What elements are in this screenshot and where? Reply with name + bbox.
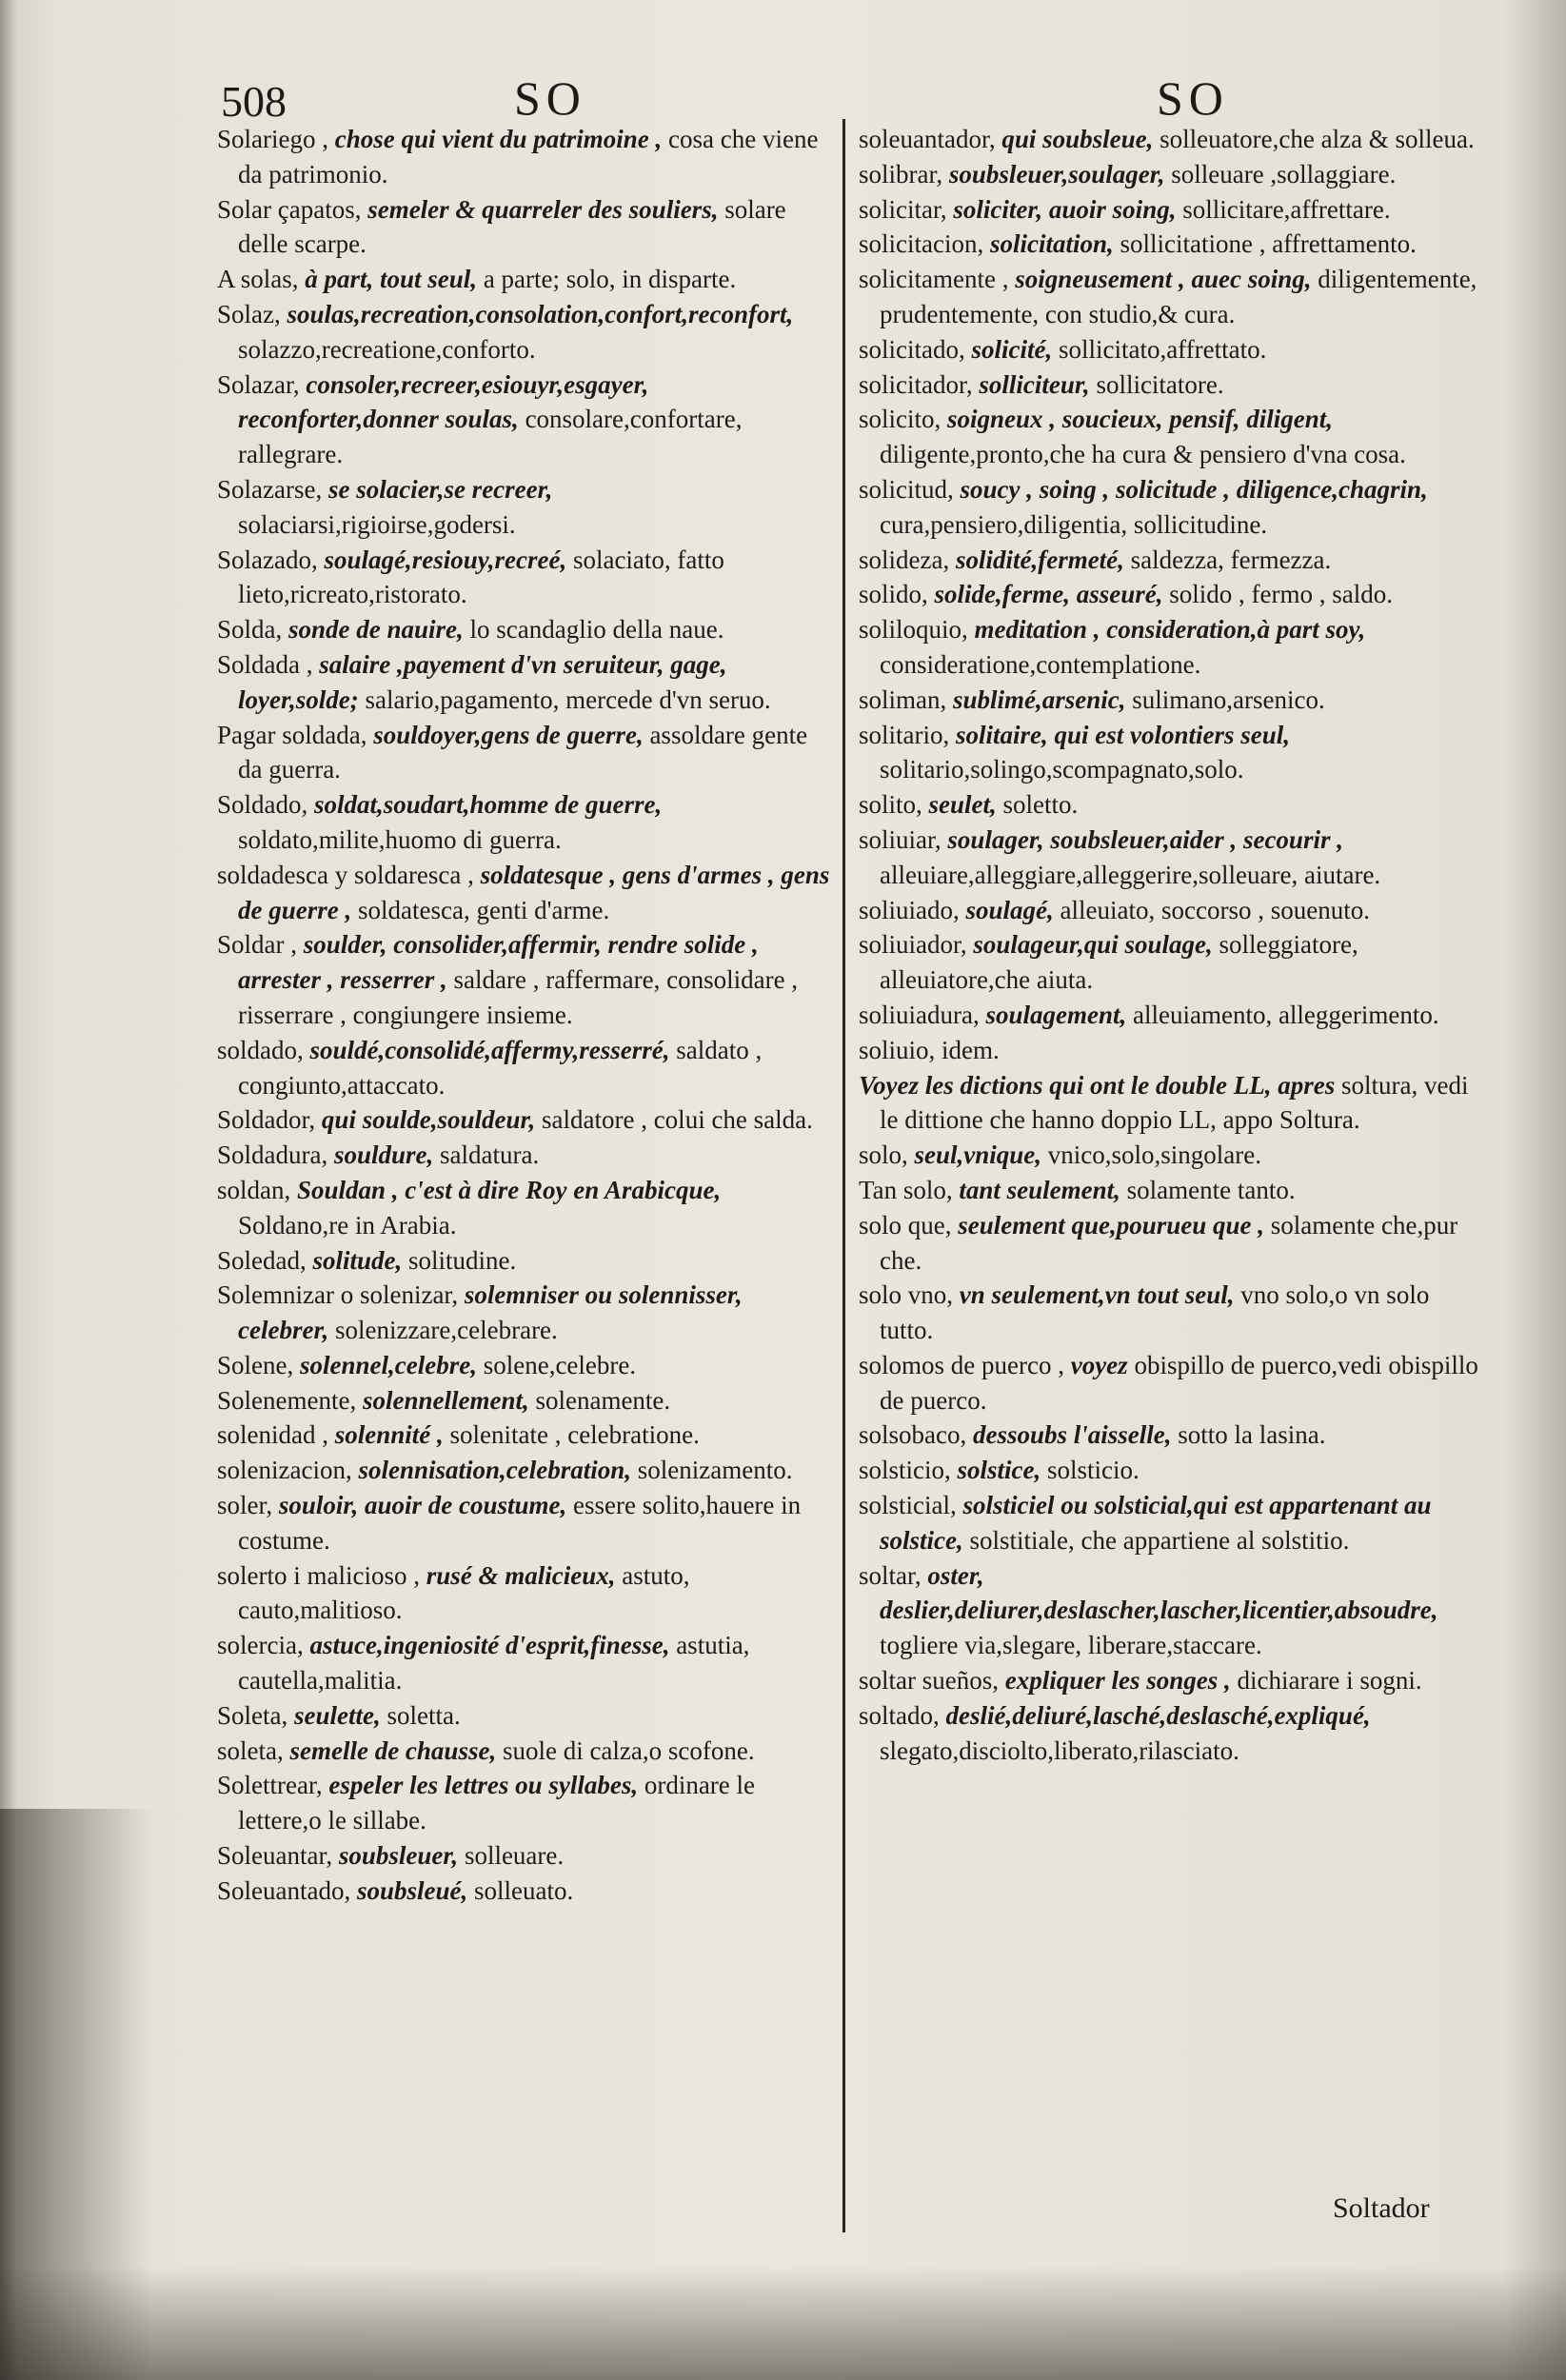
french-gloss: Voyez les dictions qui ont le double LL, apres xyxy=(859,1070,1336,1100)
italian-gloss: consideratione,contemplatione. xyxy=(880,649,1201,679)
italian-gloss: soltura, vedi le dittione che hanno doppio LL, appo Soltura. xyxy=(880,1070,1469,1135)
french-gloss: seulement que,pourueu que , xyxy=(958,1210,1265,1240)
italian-gloss: togliere via,slegare, liberare,staccare. xyxy=(880,1631,1262,1660)
french-gloss: soldat,soudart,homme de guerre, xyxy=(314,790,663,820)
headword: Solemnizar o solenizar, xyxy=(217,1280,459,1310)
italian-gloss: cura,pensiero,diligentia, sollicitudine. xyxy=(880,509,1268,539)
french-gloss: salaire ,payement d'vn seruiteur, gage, loyer,solde; xyxy=(238,649,727,714)
dictionary-entry xyxy=(859,1488,1487,1558)
headword: Solariego , xyxy=(217,125,328,153)
french-gloss: soldatesque , gens d'armes , gens de guerre , xyxy=(238,860,830,924)
italian-gloss: vno solo,o vn solo tutto. xyxy=(880,1280,1430,1345)
dictionary-entry xyxy=(859,1138,1487,1173)
french-gloss: consoler,recreer,esiouyr,esgayer, reconforter,donner soulas, xyxy=(238,369,649,434)
headword: solenizacion, xyxy=(217,1456,352,1485)
italian-gloss: slegato,disciolto,liberato,rilasciato. xyxy=(880,1735,1239,1765)
french-gloss: soubsleué, xyxy=(356,1875,468,1905)
dictionary-entry xyxy=(859,1453,1487,1488)
dictionary-entry xyxy=(217,1102,836,1138)
dictionary-entry xyxy=(217,1278,836,1348)
headword: solerto i malicioso , xyxy=(217,1560,420,1590)
french-gloss: souldure, xyxy=(333,1140,434,1170)
french-gloss: solstice, xyxy=(957,1456,1041,1485)
italian-gloss: alleuiare,alleggiare,alleggerire,solleuare, aiutare. xyxy=(880,860,1381,889)
headword: Tan solo, xyxy=(859,1175,953,1204)
french-gloss: oster, deslier,deliurer,deslascher,lascher,licentier,absoudre, xyxy=(880,1560,1438,1625)
dictionary-entry xyxy=(217,367,836,472)
headword: Soleta, xyxy=(217,1700,288,1730)
italian-gloss: saldare , raffermare, consolidare , risserrare , congiungere insieme. xyxy=(238,965,799,1029)
french-gloss: solicitation, xyxy=(989,229,1114,259)
french-gloss: soubsleuer, xyxy=(338,1841,459,1871)
headword: soliloquio, xyxy=(859,615,968,645)
headword: soliman, xyxy=(859,684,947,714)
headword: solicitar, xyxy=(859,194,947,224)
french-gloss: soulagement, xyxy=(985,1000,1127,1029)
italian-gloss: solaciato, fatto lieto,ricreato,ristorato. xyxy=(238,545,724,609)
dictionary-entry xyxy=(217,1383,836,1418)
headword: solercia, xyxy=(217,1631,304,1660)
french-gloss: qui soulde,souldeur, xyxy=(321,1105,536,1135)
french-gloss: soliciter, auoir soing, xyxy=(953,194,1177,224)
dictionary-entry xyxy=(859,1418,1487,1453)
dictionary-entry xyxy=(859,787,1487,823)
headword: Soleuantar, xyxy=(217,1841,333,1871)
left-column xyxy=(217,122,836,1909)
left-running-head: SO xyxy=(514,71,586,125)
dictionary-entry xyxy=(217,543,836,613)
dictionary-entry xyxy=(859,683,1487,718)
dictionary-entry xyxy=(217,472,836,543)
headword: soliuio, xyxy=(859,1035,936,1064)
french-gloss: soulas,recreation,consolation,confort,reconfort, xyxy=(287,299,794,328)
italian-gloss: obispillo de puerco,vedi obispillo de puerco. xyxy=(880,1350,1478,1415)
headword: soltar sueños, xyxy=(859,1666,999,1696)
right-column xyxy=(859,122,1487,1768)
french-gloss: soulageur,qui soulage, xyxy=(973,930,1213,960)
dictionary-entry xyxy=(859,262,1487,332)
headword: solitario, xyxy=(859,720,950,749)
french-gloss: seulet, xyxy=(928,790,997,820)
headword: Solar çapatos, xyxy=(217,194,362,224)
italian-gloss: astuto, cauto,malitioso. xyxy=(238,1560,690,1625)
headword: A solas, xyxy=(217,265,299,294)
italian-gloss: solitario,solingo,scompagnato,solo. xyxy=(880,755,1244,784)
dictionary-entry xyxy=(217,927,836,1032)
french-gloss: soulagé,resiouy,recreé, xyxy=(324,545,567,574)
italian-gloss: solene,celebre. xyxy=(483,1350,637,1379)
headword: Solda, xyxy=(217,615,283,645)
french-gloss: solidité,fermeté, xyxy=(955,545,1124,574)
headword: soler, xyxy=(217,1491,273,1520)
italian-gloss: solaciarsi,rigioirse,godersi. xyxy=(238,509,516,539)
italian-gloss: idem. xyxy=(942,1035,1000,1064)
page-number: 508 xyxy=(221,77,287,126)
italian-gloss: solazzo,recreatione,conforto. xyxy=(238,334,536,364)
dictionary-entry xyxy=(859,577,1487,612)
dictionary-entry xyxy=(217,647,836,718)
dictionary-entry xyxy=(217,1138,836,1173)
dictionary-entry xyxy=(859,823,1487,893)
french-gloss: meditation , consideration,à part soy, xyxy=(974,615,1366,645)
headword: soltar, xyxy=(859,1560,922,1590)
french-gloss: solennisation,celebration, xyxy=(358,1456,631,1485)
italian-gloss: salario,pagamento, mercede d'vn seruo. xyxy=(365,684,771,714)
headword: solicitud, xyxy=(859,474,954,504)
dictionary-entry xyxy=(859,1068,1487,1139)
italian-gloss: solleggiatore, alleuiatore,che aiuta. xyxy=(880,930,1358,995)
dictionary-entry xyxy=(217,1243,836,1279)
italian-gloss: solitudine. xyxy=(408,1245,517,1275)
italian-gloss: diligentemente, prudentemente, con studio,& cura. xyxy=(880,265,1477,328)
dictionary-entry xyxy=(217,718,836,788)
dictionary-entry xyxy=(859,893,1487,928)
italian-gloss: sollicitatore. xyxy=(1096,369,1224,399)
dictionary-entry xyxy=(859,157,1487,192)
dictionary-entry xyxy=(859,612,1487,683)
french-gloss: soulager, soubsleuer,aider , secourir , xyxy=(947,824,1343,854)
dictionary-entry xyxy=(217,1768,836,1838)
french-gloss: sublimé,arsenic, xyxy=(953,684,1126,714)
headword: soleta, xyxy=(217,1735,284,1765)
italian-gloss: solstitiale, che appartiene al solstitio. xyxy=(969,1525,1350,1555)
french-gloss: solennité , xyxy=(334,1420,444,1450)
french-gloss: souldoyer,gens de guerre, xyxy=(373,720,644,749)
dictionary-entry xyxy=(859,332,1487,367)
headword: Solaz, xyxy=(217,299,281,328)
french-gloss: solsticiel ou solsticial,qui est appartenant au solstice, xyxy=(880,1491,1432,1555)
headword: solicitador, xyxy=(859,369,973,399)
italian-gloss: solleuare ,sollaggiare. xyxy=(1171,159,1397,188)
italian-gloss: consolare,confortare, rallegrare. xyxy=(238,405,743,469)
italian-gloss: solido , fermo , saldo. xyxy=(1169,580,1393,609)
french-gloss: à part, tout seul, xyxy=(305,265,478,294)
french-gloss: Souldan , c'est à dire Roy en Arabicque, xyxy=(297,1175,722,1204)
dictionary-entry xyxy=(217,612,836,647)
dictionary-entry xyxy=(859,1558,1487,1663)
dictionary-entry xyxy=(217,1033,836,1103)
dictionary-entry xyxy=(859,227,1487,262)
dictionary-entry xyxy=(217,1453,836,1488)
italian-gloss: solenizamento. xyxy=(637,1456,793,1485)
headword: solicitamente , xyxy=(859,265,1009,294)
french-gloss: astuce,ingeniosité d'esprit,finesse, xyxy=(309,1631,670,1660)
headword: Solazado, xyxy=(217,545,318,574)
italian-gloss: solenamente. xyxy=(535,1385,671,1415)
headword: Solazarse, xyxy=(217,474,323,504)
headword: solsobaco, xyxy=(859,1420,967,1450)
headword: Solazar, xyxy=(217,369,300,399)
headword: soldadesca y soldaresca , xyxy=(217,860,474,889)
headword: solido, xyxy=(859,580,928,609)
headword: solo que, xyxy=(859,1210,952,1240)
dictionary-entry xyxy=(217,1488,836,1558)
italian-gloss: essere solito,hauere in costume. xyxy=(238,1491,802,1555)
french-gloss: soulagé, xyxy=(965,895,1054,924)
headword: solo vno, xyxy=(859,1280,954,1310)
french-gloss: sonde de nauire, xyxy=(288,615,464,645)
italian-gloss: soletto. xyxy=(1002,790,1079,820)
dictionary-entry xyxy=(859,367,1487,403)
italian-gloss: soletta. xyxy=(387,1700,461,1730)
headword: Solenemente, xyxy=(217,1385,357,1415)
french-gloss: expliquer les songes , xyxy=(1004,1666,1231,1696)
italian-gloss: alleuiamento, alleggerimento. xyxy=(1133,1000,1439,1029)
italian-gloss: solamente tanto. xyxy=(1126,1175,1296,1204)
italian-gloss: sollicitato,affrettato. xyxy=(1058,334,1267,364)
headword: Soldador, xyxy=(217,1105,316,1135)
italian-gloss: Soldano,re in Arabia. xyxy=(238,1210,457,1240)
italian-gloss: diligente,pronto,che ha cura & pensiero d'vna cosa. xyxy=(880,440,1406,469)
italian-gloss: dichiarare i sogni. xyxy=(1237,1666,1422,1696)
italian-gloss: solleuare. xyxy=(464,1841,565,1871)
french-gloss: souldé,consolidé,affermy,resserré, xyxy=(309,1035,670,1064)
french-gloss: solliciteur, xyxy=(979,369,1090,399)
headword: solicito, xyxy=(859,405,942,434)
italian-gloss: solenizzare,celebrare. xyxy=(334,1316,558,1345)
dictionary-entry xyxy=(859,472,1487,543)
headword: Pagar soldada, xyxy=(217,720,367,749)
headword: soldan, xyxy=(217,1175,291,1204)
headword: soliuiar, xyxy=(859,824,942,854)
french-gloss: solitude, xyxy=(312,1245,403,1275)
dictionary-entry xyxy=(859,1698,1487,1769)
headword: solito, xyxy=(859,790,922,820)
italian-gloss: solenitate , celebratione. xyxy=(449,1420,700,1450)
dictionary-entry xyxy=(859,998,1487,1033)
dictionary-entry xyxy=(859,1663,1487,1698)
italian-gloss: cosa che viene da patrimonio. xyxy=(238,125,819,188)
dictionary-entry xyxy=(217,1698,836,1734)
headword: soliuiador, xyxy=(859,930,967,960)
italian-gloss: assoldare gente da guerra. xyxy=(238,720,808,784)
dictionary-entry xyxy=(217,262,836,297)
italian-gloss: lo scandaglio della naue. xyxy=(469,615,724,645)
french-gloss: souloir, auoir de coustume, xyxy=(278,1491,567,1520)
dictionary-entry xyxy=(859,1348,1487,1418)
french-gloss: soucy , soing , solicitude , diligence,chagrin, xyxy=(960,474,1428,504)
dictionary-entry xyxy=(217,122,836,192)
right-running-head: SO xyxy=(1157,71,1229,125)
italian-gloss: solsticio. xyxy=(1047,1456,1140,1485)
dictionary-entry xyxy=(859,543,1487,578)
italian-gloss: solleuato. xyxy=(474,1875,574,1905)
french-gloss: vn seulement,vn tout seul, xyxy=(959,1280,1235,1310)
french-gloss: solemniser ou solennisser, celebrer, xyxy=(238,1280,743,1345)
dictionary-entry xyxy=(217,1418,836,1453)
dictionary-entry xyxy=(859,1208,1487,1279)
french-gloss: soulder, consolider,affermir, rendre solide , arrester , resserrer , xyxy=(238,930,759,995)
dictionary-entry xyxy=(859,1033,1487,1068)
dictionary-entry xyxy=(217,1734,836,1769)
french-gloss: semelle de chausse, xyxy=(289,1735,497,1765)
french-gloss: soigneusement , auec soing, xyxy=(1015,265,1312,294)
headword: soldado, xyxy=(217,1035,304,1064)
headword: Soldada , xyxy=(217,649,313,679)
french-gloss: soubsleuer,soulager, xyxy=(948,159,1165,188)
italian-gloss: alleuiato, soccorso , souenuto. xyxy=(1060,895,1370,924)
headword: Solettrear, xyxy=(217,1771,323,1800)
french-gloss: espeler les lettres ou syllabes, xyxy=(328,1771,639,1800)
dictionary-entry xyxy=(859,192,1487,228)
french-gloss: seulette, xyxy=(294,1700,381,1730)
italian-gloss: sollicitatione , affrettamento. xyxy=(1120,229,1417,259)
french-gloss: soigneux , soucieux, pensif, diligent, xyxy=(947,405,1334,434)
french-gloss: se solacier,se recreer, xyxy=(327,474,553,504)
headword: soltado, xyxy=(859,1700,940,1730)
headword: Soldado, xyxy=(217,790,308,820)
italian-gloss: sotto la lasina. xyxy=(1178,1420,1326,1450)
headword: solibrar, xyxy=(859,159,943,188)
italian-gloss: ordinare le lettere,o le sillabe. xyxy=(238,1771,756,1835)
dictionary-entry xyxy=(217,297,836,367)
italian-gloss: a parte; solo, in disparte. xyxy=(483,265,737,294)
italian-gloss: saldatore , colui che salda. xyxy=(542,1105,813,1135)
dictionary-entry xyxy=(217,1348,836,1383)
column-rule xyxy=(842,119,845,2232)
italian-gloss: solleuatore,che alza & solleua. xyxy=(1160,125,1475,153)
headword: Solene, xyxy=(217,1350,294,1379)
dictionary-entry xyxy=(859,927,1487,998)
headword: soliuiadura, xyxy=(859,1000,980,1029)
french-gloss: chose qui vient du patrimoine , xyxy=(334,125,663,153)
headword: solsticio, xyxy=(859,1456,951,1485)
french-gloss: voyez xyxy=(1070,1350,1128,1379)
italian-gloss: sollicitare,affrettare. xyxy=(1182,194,1391,224)
dictionary-entry xyxy=(217,1628,836,1698)
headword: solsticial, xyxy=(859,1491,957,1520)
headword: solenidad , xyxy=(217,1420,328,1450)
headword: Soldar , xyxy=(217,930,297,960)
french-gloss: tant seulement, xyxy=(959,1175,1120,1204)
catchword: Soltador xyxy=(1333,2192,1430,2224)
dictionary-entry xyxy=(859,122,1487,157)
french-gloss: semeler & quarreler des souliers, xyxy=(367,194,719,224)
headword: Soledad, xyxy=(217,1245,307,1275)
dictionary-entry xyxy=(859,402,1487,472)
dictionary-entry xyxy=(217,858,836,928)
dictionary-entry xyxy=(217,1173,836,1243)
italian-gloss: soldatesca, genti d'arme. xyxy=(357,895,610,924)
headword: Soleuantado, xyxy=(217,1875,351,1905)
dictionary-entry xyxy=(217,787,836,858)
italian-gloss: astutia, cautella,malitia. xyxy=(238,1631,750,1696)
french-gloss: rusé & malicieux, xyxy=(426,1560,616,1590)
dictionary-entry xyxy=(217,192,836,263)
headword: solo, xyxy=(859,1140,908,1170)
french-gloss: seul,vnique, xyxy=(914,1140,1042,1170)
headword: Soldadura, xyxy=(217,1140,328,1170)
italian-gloss: vnico,solo,singolare. xyxy=(1047,1140,1261,1170)
french-gloss: solicité, xyxy=(971,334,1053,364)
dictionary-entry xyxy=(217,1874,836,1909)
headword: solicitacion, xyxy=(859,229,984,259)
french-gloss: solide,ferme, asseuré, xyxy=(934,580,1163,609)
french-gloss: deslié,deliuré,lasché,deslasché,expliqué, xyxy=(945,1700,1371,1730)
dictionary-entry xyxy=(859,1173,1487,1208)
dictionary-entry xyxy=(217,1838,836,1874)
dictionary-entry xyxy=(217,1558,836,1629)
french-gloss: solennellement, xyxy=(362,1385,529,1415)
dictionary-entry xyxy=(859,718,1487,788)
page-shadow-bottom xyxy=(0,2266,1566,2380)
french-gloss: dessoubs l'aisselle, xyxy=(972,1420,1172,1450)
italian-gloss: sulimano,arsenico. xyxy=(1132,684,1325,714)
headword: soleuantador, xyxy=(859,125,996,153)
headword: solomos de puerco , xyxy=(859,1350,1064,1379)
headword: soliuiado, xyxy=(859,895,960,924)
headword: solicitado, xyxy=(859,334,965,364)
italian-gloss: saldezza, fermezza. xyxy=(1130,545,1332,574)
italian-gloss: suole di calza,o scofone. xyxy=(502,1735,755,1765)
french-gloss: qui soubsleue, xyxy=(1001,125,1154,153)
headword: solideza, xyxy=(859,545,950,574)
italian-gloss: solare delle scarpe. xyxy=(238,194,786,259)
french-gloss: solennel,celebre, xyxy=(300,1350,477,1379)
italian-gloss: saldatura. xyxy=(440,1140,540,1170)
dictionary-entry xyxy=(859,1278,1487,1348)
italian-gloss: solamente che,pur che. xyxy=(880,1210,1458,1275)
french-gloss: solitaire, qui est volontiers seul, xyxy=(956,720,1291,749)
italian-gloss: saldato , congiunto,attaccato. xyxy=(238,1035,763,1100)
italian-gloss: soldato,milite,huomo di guerra. xyxy=(238,824,562,854)
